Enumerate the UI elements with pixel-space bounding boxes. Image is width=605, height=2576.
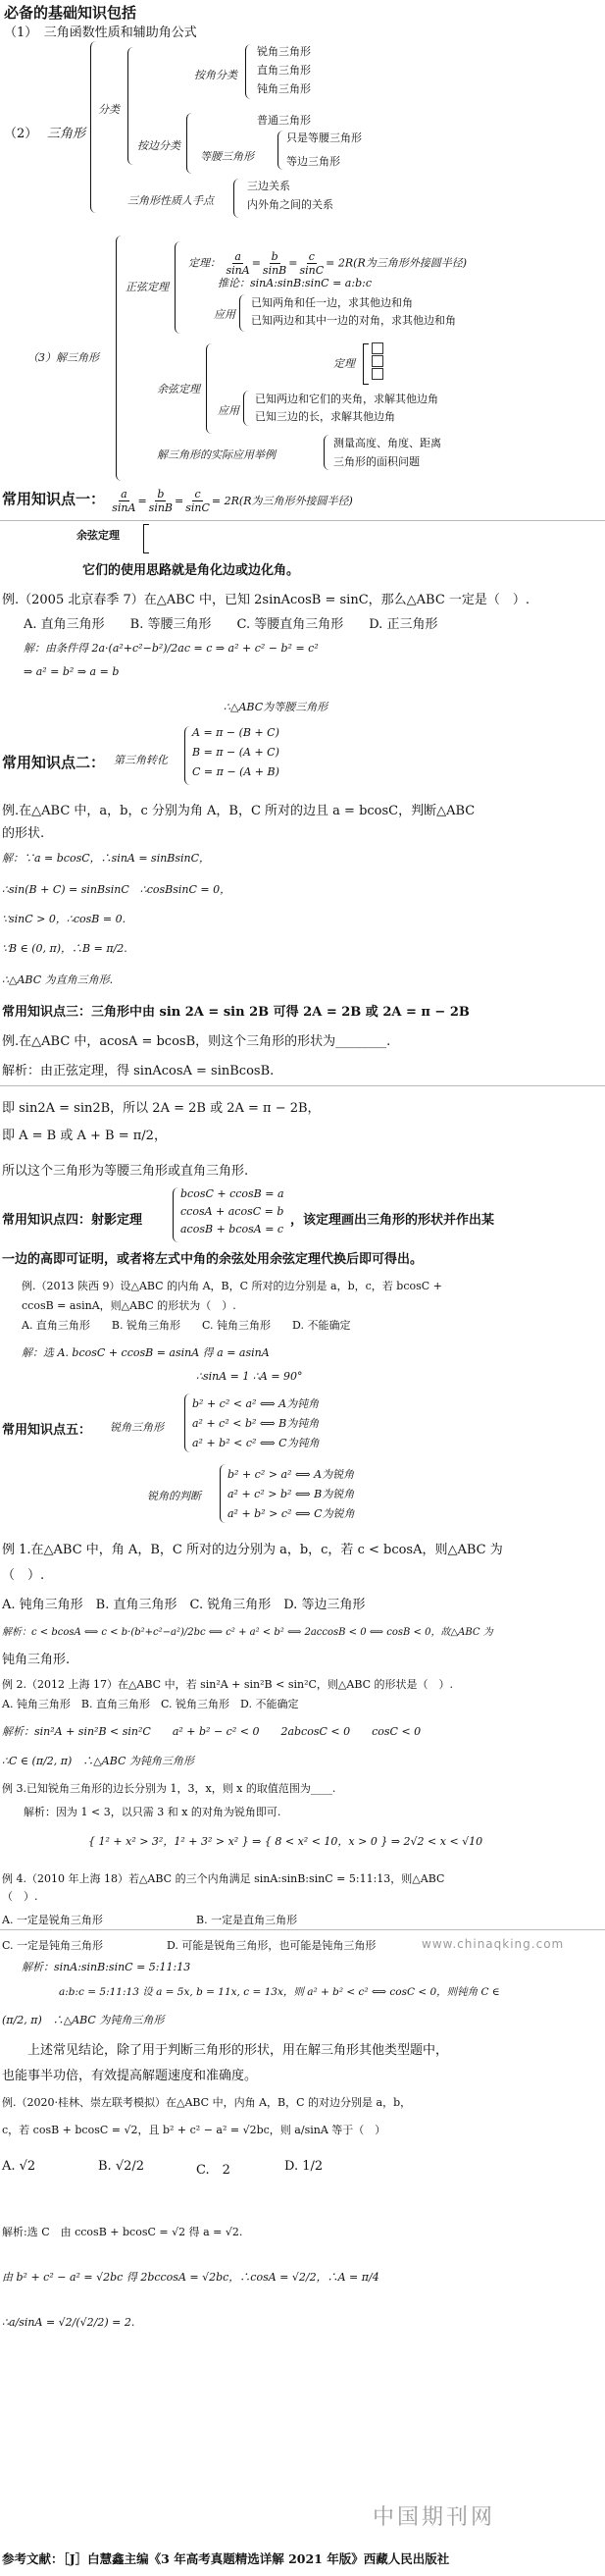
angle-brace [245,44,251,99]
p5-ex4-solution-1: 解析：sinA:sinB:sinC = 5:11:13 [22,1961,191,1973]
point3-solution-2: 即 sin2A = sin2B，所以 2A = 2B 或 2A = π − 2B， [2,1101,321,1116]
p5-ex2: 例 2.（2012 上海 17）在△ABC 中，若 sin²A + sin²B < sin²C，则△ABC 的形状是（ ）. [2,1678,454,1691]
point1-idea: 它们的使用思路就是角化边或边化角。 [82,563,300,578]
point2-solution-3: ∵sinC > 0，∴cosB = 0. [2,913,126,925]
point3-example: 例.在△ABC 中，acosA = bcosB，则这个三角形的形状为________. [2,1034,391,1049]
p5-ex5-solution-1: 解析:选 C 由 ccosB + bcosC = √2 得 a = √2. [2,2226,243,2238]
point5-judge-label: 锐角的判断 [147,1490,201,1502]
cos-theorem-label: 定理 [333,357,355,370]
sine-corollary: 推论：sinA:sinB:sinC = a:b:c [218,277,372,289]
sine-law-label: 正弦定理 [126,281,169,293]
point4-solution-1: 解：选 A. bcosC + ccosB = asinA 得 a = asinA [22,1346,270,1359]
point3-solution-3: 即 A = B 或 A + B = π/2， [2,1129,167,1143]
side-brace [186,113,192,174]
classify-label: 分类 [98,103,120,116]
cos-app-brace [243,391,249,426]
p5-ex4-option-c: C. 一定是钝角三角形 [2,1939,104,1952]
sine-app-2: 已知两边和其中一边的对角，求其他边和角 [251,314,456,327]
divider [0,520,605,521]
scalene-triangle: 普通三角形 [257,114,311,127]
p5-ex1-a: 例 1.在△ABC 中，角 A，B，C 所对的边分别为 a，b，c，若 c < bcosA，则△ABC 为 [2,1543,503,1557]
point1-solution-1: 解：由条件得 2a·(a²+c²−b²)/2ac = c ⇒ a² + c² − b² = c² [24,642,319,655]
iso-brace [277,131,283,170]
p5-ex4-solution-2: a:b:c = 5:11:13 设 a = 5x, b = 11x, c = 13x，则 a² + b² < c² ⟺ cosC < 0，则钝角 C ∈ [59,1986,500,1998]
sine-app-label: 应用 [214,308,235,321]
point5-rule-2: a² + c² < b² ⟺ B为钝角 [192,1417,320,1430]
point2-example-2: 的形状. [2,826,45,841]
p5-ex5-option-a: A. √2 [2,2159,36,2174]
point4-example-1: 例.（2013 陕西 9）设△ABC 的内角 A，B，C 所对的边分别是 a，b，c，若 bcosC + [22,1280,442,1292]
yu-bracket [143,524,149,553]
sine-law-def-label: 定理： $\frac{a}{\sin A}$ = $\frac{b}{\sin B}$ = $\frac{c}{\sin C}$ = 2R(R为三角形外接圆半径) [188,250,468,277]
p5-ex4-a: 例 4.（2010 年上海 18）若△ABC 的三个内角满足 sinA:sinB:sinC = 5:11:13，则△ABC [2,1872,445,1885]
point4-title: 常用知识点四：射影定理 [2,1213,143,1228]
p5-summary-1: 上述常见结论，除了用于判断三角形的形状，用在解三角形其他类型题中， [27,2043,449,2058]
p5-ex3: 例 3.已知锐角三角形的边长分别为 1，3，x，则 x 的取值范围为____. [2,1782,336,1795]
p5-ex2-solution-2: ∴C ∈ (π/2, π) ∴△ABC 为钝角三角形 [2,1755,194,1767]
side-relation: 三边关系 [247,180,290,192]
practical-brace [324,435,329,470]
practical-label: 解三角形的实际应用举例 [157,448,276,461]
point4-brace [173,1187,178,1242]
point4-formula-1: bcosC + ccosB = a [180,1187,284,1200]
point5-rule-3: a² + b² < c² ⟺ C为钝角 [192,1437,320,1449]
p5-ex5-solution-2: 由 b² + c² − a² = √2bc 得 2bccosA = √2bc，∴cosA = √2/2，∴A = π/4 [2,2271,379,2284]
iso-only: 只是等腰三角形 [286,131,362,144]
point5-rule-1: b² + c² < a² ⟺ A为钝角 [192,1397,320,1410]
practical-1: 测量高度、角度、距离 [333,437,441,449]
by-side-label: 按边分类 [137,139,180,152]
point3-solution-1: 解析：由正弦定理，得 sinAcosA = sinBcosB. [2,1064,275,1078]
sine-brace [175,241,180,334]
point4-line2: 一边的高即可证明，或者将左式中角的余弦处用余弦定理代换后即可得出。 [2,1252,424,1267]
p5-ex5-a: 例.（2020·桂林、崇左联考模拟）在△ABC 中，内角 A，B，C 的对边分别是 a，b， [2,2096,412,2109]
triangle-label: 三角形 [47,127,86,141]
cos-law-label: 余弦定理 [157,383,200,395]
isosceles-label: 等腰三角形 [200,150,254,163]
p5-ex2-solution-1: 解析：sin²A + sin²B < sin²C a² + b² − c² < 0 2abcosC < 0 cosC < 0 [2,1725,422,1738]
right-triangle: 直角三角形 [257,64,311,77]
point2-title: 常用知识点二： [2,754,106,771]
p5-summary-2: 也能事半功倍，有效提高解题速度和准确度。 [2,2069,258,2083]
sine-app-1: 已知两角和任一边，求其他边和角 [251,296,413,309]
point5-judge-brace [220,1464,226,1523]
point4-options: A. 直角三角形 B. 锐角三角形 C. 钝角三角形 D. 不能确定 [22,1319,351,1332]
inner-relation: 内外角之间的关系 [247,198,333,211]
point2-solution-4: ∵B ∈ (0, π)，∴B = π/2. [2,942,127,955]
practical-2: 三角形的面积问题 [333,455,420,468]
p5-ex3-solution-2: { 1² + x² > 3²，1² + 3² > x² } ⇒ { 8 < x² < 10，x > 0 } ⇒ 2√2 < x < √10 [88,1835,483,1848]
cos-app-1: 已知两边和它们的夹角，求解其他边角 [255,393,438,405]
p5-ex1-solution-2: 钝角三角形. [2,1653,71,1667]
props-brace [233,179,239,218]
outline-item-2-num: （2） [4,127,38,141]
props-label: 三角形性质人手点 [127,194,214,207]
outline-brace [90,41,97,213]
point1-title: 常用知识点一： $\frac{a}{\sin A}$ = $\frac{b}{\sin B}$ = $\frac{c}{\sin C}$ = 2R(R为三角形外接圆半径) [2,488,353,514]
p5-ex4-b: （ ）. [2,1890,38,1903]
point4-example-2: ccosB = asinA，则△ABC 的形状为（ ）. [22,1299,236,1312]
point2-solution-1: 解：∵a = bcosC，∴sinA = sinBsinC， [2,852,211,865]
p5-ex4-option-d: D. 可能是锐角三角形，也可能是钝角三角形 [167,1939,377,1952]
point1-options: A. 直角三角形 B. 等腰三角形 C. 等腰直角三角形 D. 正三角形 [24,617,438,632]
point2-solution-5: ∴△ABC 为直角三角形. [2,973,114,986]
point2-formula-1: A = π − (B + C) [192,726,279,739]
reference: 参考文献：［J］白慧鑫主编《3 年高考真题精选详解 2021 年版》西藏人民出版社 [2,2551,450,2566]
p5-ex3-solution-1: 解析：因为 1 < 3，以只需 3 和 x 的对角为锐角即可. [24,1806,281,1818]
point4-solution-2: ∴sinA = 1 ∴A = 90° [196,1370,303,1383]
point4-tail: ，该定理画出三角形的形状并作出某 [290,1213,495,1228]
classify-brace [127,47,133,165]
point2-solution-2: ∴sin(B + C) = sinBsinC ∴cosBsinC = 0， [2,883,231,896]
point2-example-1: 例.在△ABC 中，a，b，c 分别为角 A，B，C 所对的边且 a = bcosC，判断△ABC [2,804,476,818]
divider [0,1929,605,1930]
by-angle-label: 按角分类 [194,69,237,81]
p5-ex5-solution-3: ∴a/sinA = √2/(√2/2) = 2. [2,2316,135,2329]
p5-ex2-options: A. 钝角三角形 B. 直角三角形 C. 锐角三角形 D. 不能确定 [2,1698,299,1710]
p5-ex4-solution-3: (π/2, π) ∴△ABC 为钝角三角形 [2,2014,165,2026]
point5-judge-3: a² + b² > c² ⟺ C为锐角 [227,1507,355,1520]
obtuse-triangle: 钝角三角形 [257,82,311,95]
point5-judge-2: a² + c² > b² ⟺ B为锐角 [227,1488,355,1500]
point4-formula-2: ccosA + acosC = b [180,1205,284,1218]
yu-label: 余弦定理 [76,529,120,542]
point2-lead: 第三角转化 [114,754,168,766]
watermark-url: www.chinaqking.com [422,1937,565,1951]
outline-item-1: （1） 三角函数性质和辅助角公式 [4,26,197,40]
p5-ex1-options: A. 钝角三角形 B. 直角三角形 C. 锐角三角形 D. 等边三角形 [2,1598,366,1612]
p5-ex4-option-a: A. 一定是锐角三角形 [2,1914,103,1926]
point2-formula-3: C = π − (A + B) [192,765,279,778]
point5-judge-1: b² + c² > a² ⟺ A为锐角 [227,1468,355,1481]
p5-ex1-solution-1: 解析：c < bcosA ⟺ c < b·(b²+c²−a²)/2bc ⟺ c² + a² < b² ⟺ 2accosB < 0 ⟺ cosB < 0，故△ABC 为 [2,1627,493,1638]
p5-ex1-b: （ ）. [2,1568,45,1583]
cos-app-2: 已知三边的长，求解其他边角 [255,410,395,423]
p5-ex5-option-b: B. √2/2 [98,2159,145,2174]
point3-solution-4: 所以这个三角形为等腰三角形或直角三角形. [2,1164,249,1179]
point5-title: 常用知识点五： [2,1423,92,1438]
equilateral-triangle: 等边三角形 [286,155,340,168]
sine-app-brace [239,294,245,332]
solve-triangle-label: （3）解三角形 [27,351,99,364]
p5-ex5-b: c，若 cosB + bcosC = √2，且 b² + c² − a² = √2bc，则 a/sinA 等于（ ） [2,2124,386,2136]
watermark-logo: 中国期刊网 [373,2505,496,2530]
p5-ex5-option-d: D. 1/2 [284,2159,324,2174]
point4-formula-3: acosB + bcosA = c [180,1223,284,1235]
point3-title: 常用知识点三：三角形中由 sin 2A = sin 2B 可得 2A = 2B 或 2A = π − 2B [2,1005,470,1020]
cos-brace [206,343,212,434]
point5-obtuse-lead: 锐角三角形 [110,1421,164,1434]
point1-solution-3: ∴△ABC为等腰三角形 [224,701,328,713]
p5-ex5-option-c: C. 2 [196,2163,230,2178]
acute-triangle: 锐角三角形 [257,45,311,58]
p5-ex4-option-b: B. 一定是直角三角形 [196,1914,298,1926]
point5-brace [184,1393,190,1452]
point2-brace [184,726,190,785]
point1-solution-2: ⇒ a² = b² ⇒ a = b [24,665,120,678]
cos-app-label: 应用 [218,404,239,417]
divider [0,1085,605,1086]
page-title: 必备的基础知识包括 [4,4,137,22]
cos-theorem-boxes [369,342,383,380]
point2-formula-2: B = π − (A + C) [192,746,279,759]
solve-brace [116,236,123,481]
point1-example: 例.（2005 北京春季 7）在△ABC 中，已知 2sinAcosB = sinC，那么△ABC 一定是（ ）. [2,593,530,607]
